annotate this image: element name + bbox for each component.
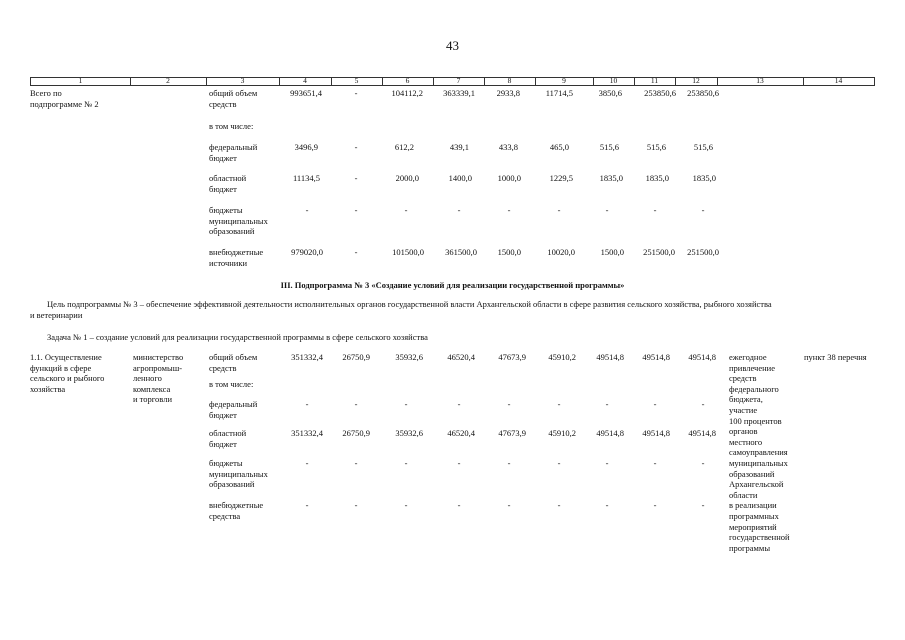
total-regional-value: 1229,5: [549, 173, 573, 183]
header-col-10: 10: [609, 76, 618, 85]
item-regional-value: 26750,9: [342, 428, 370, 438]
item-offbudget-value: -: [457, 500, 461, 510]
item-federal-value: -: [354, 399, 358, 409]
total-municipal-value: -: [701, 205, 705, 215]
header-col-6: 6: [405, 76, 410, 85]
total-offbudget-value: 251500,0: [643, 247, 675, 257]
item-offbudget-value: -: [653, 500, 657, 510]
total-general-value: 253850,6: [687, 88, 719, 98]
header-col-2: 2: [166, 76, 170, 85]
item-offbudget-value: -: [701, 500, 705, 510]
item-executor: министерство агропромыш- ленного комплекса и торговли: [133, 352, 184, 405]
total-federal-label: федеральный бюджет: [209, 142, 258, 163]
item-federal-value: -: [605, 399, 609, 409]
total-offbudget-label: внебюджетные источники: [209, 247, 264, 268]
total-federal-value: 3496,9: [294, 142, 318, 152]
header-col-5: 5: [354, 76, 359, 85]
item-municipal-value: -: [701, 458, 705, 468]
item-municipal-value: -: [457, 458, 461, 468]
total-general-value: 3850,6: [598, 88, 622, 98]
header-col-13: 13: [756, 76, 764, 85]
item-federal-value: -: [653, 399, 657, 409]
item-federal-label: федеральный бюджет: [209, 399, 258, 420]
header-col-1: 1: [78, 76, 83, 85]
header-col-9: 9: [562, 76, 566, 85]
total-regional-value: -: [354, 173, 358, 183]
total-regional-value: 1400,0: [448, 173, 472, 183]
item-municipal-value: -: [605, 458, 609, 468]
item-general-value: 26750,9: [342, 352, 370, 362]
total-offbudget-value: 251500,0: [687, 247, 719, 257]
total-municipal-value: -: [557, 205, 561, 215]
item-general-label: общий объем средств: [209, 352, 258, 373]
total-federal-value: 433,8: [498, 142, 518, 152]
item-including-label: в том числе:: [209, 379, 254, 389]
total-general-value: 11714,5: [545, 88, 573, 98]
item-municipal-value: -: [507, 458, 511, 468]
item-offbudget-value: -: [605, 500, 609, 510]
table-header-row: [30, 77, 875, 86]
header-col-12: 12: [692, 76, 700, 85]
header-col-14: 14: [834, 76, 843, 85]
total-federal-value: -: [354, 142, 358, 152]
total-including-label: в том числе:: [209, 121, 254, 131]
total-municipal-value: -: [507, 205, 511, 215]
total-offbudget-value: 1500,0: [497, 247, 521, 257]
item-offbudget-value: -: [404, 500, 408, 510]
header-col-8: 8: [507, 76, 512, 85]
item-general-value: 35932,6: [395, 352, 423, 362]
item-column-14-text: пункт 38 перечня: [804, 352, 867, 362]
section-title: III. Подпрограмма № 3 «Создание условий для реализации государственной программы»: [280, 280, 625, 290]
total-federal-value: 515,6: [693, 142, 713, 152]
total-federal-value: 612,2: [394, 142, 414, 152]
item-name: 1.1. Осуществление функций в сфере сельского и рыбного хозяйства: [30, 352, 105, 394]
total-general-value: 2933,8: [496, 88, 520, 98]
total-regional-value: 1835,0: [599, 173, 623, 183]
total-municipal-value: -: [354, 205, 358, 215]
total-general-value: 253850,6: [644, 88, 676, 98]
item-municipal-label: бюджеты муниципальных образований: [209, 458, 268, 490]
item-general-value: 49514,8: [688, 352, 716, 362]
goal-text-line-1: Цель подпрограммы № 3 – обеспечение эффективной деятельности исполнительных органов государственной власти Архангельской области в сфере развития сельского хозяйства, рыбного хозяйства: [47, 299, 772, 309]
item-offbudget-value: -: [354, 500, 358, 510]
total-regional-value: 2000,0: [395, 173, 419, 183]
item-general-value: 49514,8: [642, 352, 670, 362]
goal-text-line-2: и ветеринарии: [30, 310, 83, 320]
item-regional-label: областной бюджет: [209, 428, 247, 449]
item-federal-value: -: [507, 399, 511, 409]
item-general-value: 49514,8: [596, 352, 624, 362]
total-regional-value: 11134,5: [293, 173, 320, 183]
total-municipal-value: -: [653, 205, 657, 215]
item-federal-value: -: [457, 399, 461, 409]
total-municipal-label: бюджеты муниципальных образований: [209, 205, 268, 237]
total-general-label: общий объем средств: [209, 88, 258, 109]
item-regional-value: 45910,2: [548, 428, 576, 438]
item-federal-value: -: [701, 399, 705, 409]
total-offbudget-value: 1500,0: [600, 247, 624, 257]
total-general-value: -: [354, 88, 358, 98]
item-offbudget-value: -: [507, 500, 511, 510]
task-text: Задача № 1 – создание условий для реализации государственной программы в сфере сельского хозяйства: [47, 332, 428, 342]
total-federal-value: 439,1: [449, 142, 469, 152]
item-regional-value: 46520,4: [447, 428, 475, 438]
total-offbudget-value: 101500,0: [392, 247, 424, 257]
total-federal-value: 515,6: [646, 142, 666, 152]
header-col-7: 7: [456, 76, 461, 85]
item-municipal-value: -: [557, 458, 561, 468]
item-offbudget-value: -: [557, 500, 561, 510]
item-regional-value: 49514,8: [688, 428, 716, 438]
item-regional-value: 49514,8: [642, 428, 670, 438]
total-federal-value: 465,0: [549, 142, 569, 152]
total-subprogram-name: Всего по подпрограмме № 2: [30, 88, 99, 109]
item-federal-value: -: [305, 399, 309, 409]
total-municipal-value: -: [457, 205, 461, 215]
item-federal-value: -: [404, 399, 408, 409]
item-regional-value: 351332,4: [291, 428, 323, 438]
item-regional-value: 49514,8: [596, 428, 624, 438]
item-regional-value: 47673,9: [498, 428, 526, 438]
item-general-value: 45910,2: [548, 352, 576, 362]
total-municipal-value: -: [305, 205, 309, 215]
total-general-value: 993651,4: [290, 88, 322, 98]
total-offbudget-value: 10020,0: [547, 247, 575, 257]
page-number: 43: [446, 38, 459, 53]
total-general-value: 104112,2: [391, 88, 423, 98]
item-municipal-value: -: [354, 458, 358, 468]
item-municipal-value: -: [404, 458, 408, 468]
total-regional-label: областной бюджет: [209, 173, 247, 194]
total-municipal-value: -: [404, 205, 408, 215]
total-regional-value: 1835,0: [645, 173, 669, 183]
total-general-value: 363339,1: [443, 88, 475, 98]
header-col-11: 11: [650, 76, 659, 85]
item-federal-value: -: [557, 399, 561, 409]
item-offbudget-label: внебюджетные средства: [209, 500, 264, 521]
total-regional-value: 1000,0: [497, 173, 521, 183]
item-general-value: 46520,4: [447, 352, 475, 362]
item-offbudget-value: -: [305, 500, 309, 510]
header-col-3: 3: [240, 76, 245, 85]
total-federal-value: 515,6: [599, 142, 619, 152]
total-regional-value: 1835,0: [692, 173, 716, 183]
total-offbudget-value: -: [354, 247, 358, 257]
header-col-4: 4: [303, 76, 307, 85]
item-municipal-value: -: [653, 458, 657, 468]
total-offbudget-value: 361500,0: [445, 247, 477, 257]
item-general-value: 351332,4: [291, 352, 323, 362]
item-column-13-text: ежегодное привлечение средств федерального бюджета, участие 100 процентов органов местного самоуправления муниципальных образований Архангельской области в реализации программных мероприятий государственной программы: [729, 352, 790, 553]
item-regional-value: 35932,6: [395, 428, 423, 438]
item-municipal-value: -: [305, 458, 309, 468]
total-municipal-value: -: [605, 205, 609, 215]
total-offbudget-value: 979020,0: [291, 247, 323, 257]
item-general-value: 47673,9: [498, 352, 526, 362]
